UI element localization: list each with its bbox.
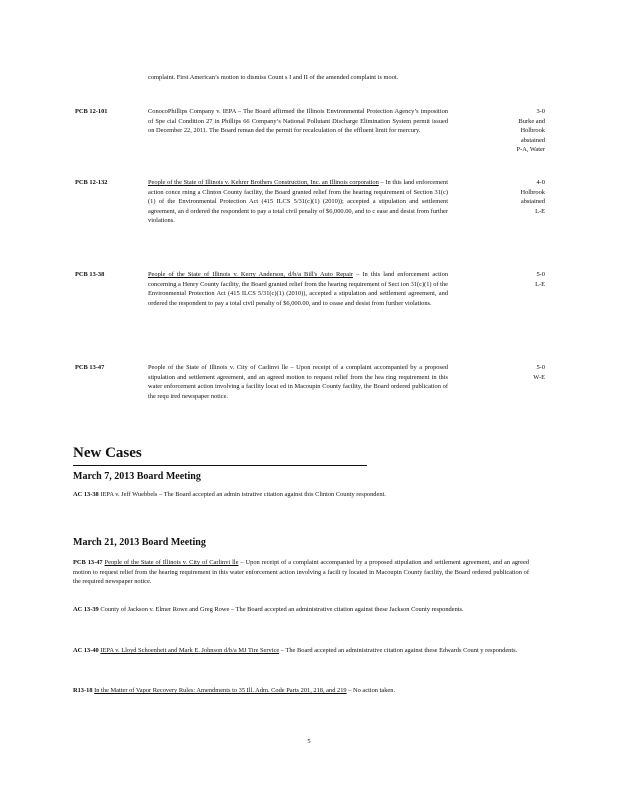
section-heading: New Cases [73,445,142,461]
vote-line: L-E [535,280,545,288]
new-case-entry [73,686,529,696]
entry-id: AC 13-40 [73,647,99,654]
vote-line: 3-0 [536,108,545,115]
case-row-13-47 [75,363,545,423]
new-case-entry [73,605,529,615]
case-id: PCB 13-38 [75,271,105,278]
meeting-date-heading: March 21, 2013 Board Meeting [73,537,206,548]
case-text: People of the State of Illinois v. City of Carlinvi lle – Upon receipt of a complaint accompanied by a proposed stipulation and settlement agreement, and an agreed motion to request relief from the hea ring requirement in this water enforcement action involving a facility locat ed in Macoupin County facility, the Board ordered publication of the requ ired newspaper notice. [148,364,448,400]
case-text: – In this land enforcement action concerning a Henry County facility, the Board granted relief from the hearing requirement of Sect ion 31(c)(1) of the Environmental Protection Act (415 ILCS 5/31(c)(1) (2010)), accepted a stipulation and settlement agreement, and ordered the respondent to pay a total civil penalty of $6,000.00, and to cease and desist from further violations. [148,271,449,307]
case-description [148,178,448,226]
case-vote [465,107,545,155]
vote-line: 5-0 [536,271,545,278]
case-row-13-38 [75,270,545,350]
vote-line: Holbrook [520,127,545,135]
case-vote [465,178,545,216]
case-id: PCB 12-132 [75,179,108,186]
entry-text: IEPA v. Jeff Wuebbels – The Board accepted an admin istrative citation against this Clinton County respondent. [98,491,386,498]
vote-line: P-A, Water [516,146,545,154]
vote-line: abstained [520,136,545,144]
vote-line: Burke and [518,117,545,125]
entry-title: People of the State of Illinois v. City of Carlinvi lle [104,559,239,566]
meeting-date-heading: March 7, 2013 Board Meeting [73,471,201,482]
case-vote [465,270,545,289]
vote-line: abstained [520,198,545,206]
case-description [148,363,448,401]
vote-line: W-E [533,373,545,381]
case-id: PCB 13-47 [75,364,105,371]
continued-text: complaint. First American’s motion to dismiss Count s I and II of the amended complaint is moot. [148,74,399,81]
case-id: PCB 12-101 [75,108,108,115]
entry-text: County of Jackson v. Elmer Rowe and Greg Rowe – The Board accepted an administrative citation against these Jackson County respondents. [98,606,464,613]
vote-line: 5-0 [536,364,545,371]
new-case-entry [73,558,529,587]
vote-line: 4-0 [536,179,545,186]
vote-line: Holbrook [520,188,545,196]
entry-text: – No action taken. [346,687,396,694]
case-row-12-132 [75,178,545,258]
case-description [148,270,448,308]
case-text: ConocoPhillips Company v. IEPA – The Board affirmed the Illinois Environmental Protection Agency’s imposition of Spe cial Condition 27 in Phillips 66 Company’s National Pollutant Discharge Elimination System permit issued on December 22, 2011. The Board reman ded the permit for recalculation of the effluent limit for mercury. [148,108,448,135]
new-case-entry [73,646,529,656]
case-title: People of the State of Illinois v. Kehrer Brothers Construction, Inc. an Illinois corporation [148,179,379,186]
entry-title: In the Matter of Vapor Recovery Rules: Amendments to 35 Ill. Adm. Code Parts 201, 218, and 219 [94,687,347,694]
case-title: People of the State of Illinois v. Kerry Anderson, d/b/a Bill's Auto Repair [148,271,353,278]
new-case-entry [73,490,529,500]
case-row-12-101 [75,107,545,167]
entry-id: AC 13-38 [73,491,99,498]
heading-rule [73,465,367,466]
case-description [148,107,448,136]
entry-title: IEPA v. Lloyd Schoenheit and Mark E. Johnson d/b/a MJ Tire Service [100,647,280,654]
case-text: – In this land enforcement action conce rning a Clinton County facility, the Board granted relief from the hearing requirement of Section 31(c)(1) of the Environmental Protection Act (415 ILCS 5/31(c)(1) (2010)); accepted a stipulation and settlement agreement, an d ordered the respondent to pay a total civil penalty of $6,000.00, and to c ease and desist from further violations. [148,179,448,225]
entry-text: – The Board accepted an administrative citation against these Edwards Count y respondents. [279,647,518,654]
case-vote [465,363,545,382]
entry-id: R13-18 [73,687,93,694]
page-number: 5 [307,738,311,745]
vote-line: L-E [535,207,545,215]
entry-id: PCB 13-47 [73,559,103,566]
entry-text: – Upon receipt of a complaint accompanied by a proposed stipulation and settlement agreement, and an agreed motion to request relief from the hearing requirement in this water enforcement action involving a facili ty located in Macoupin County facility, the Board ordered publication of the required newspaper notice. [73,559,529,586]
entry-id: AC 13-39 [73,606,99,613]
